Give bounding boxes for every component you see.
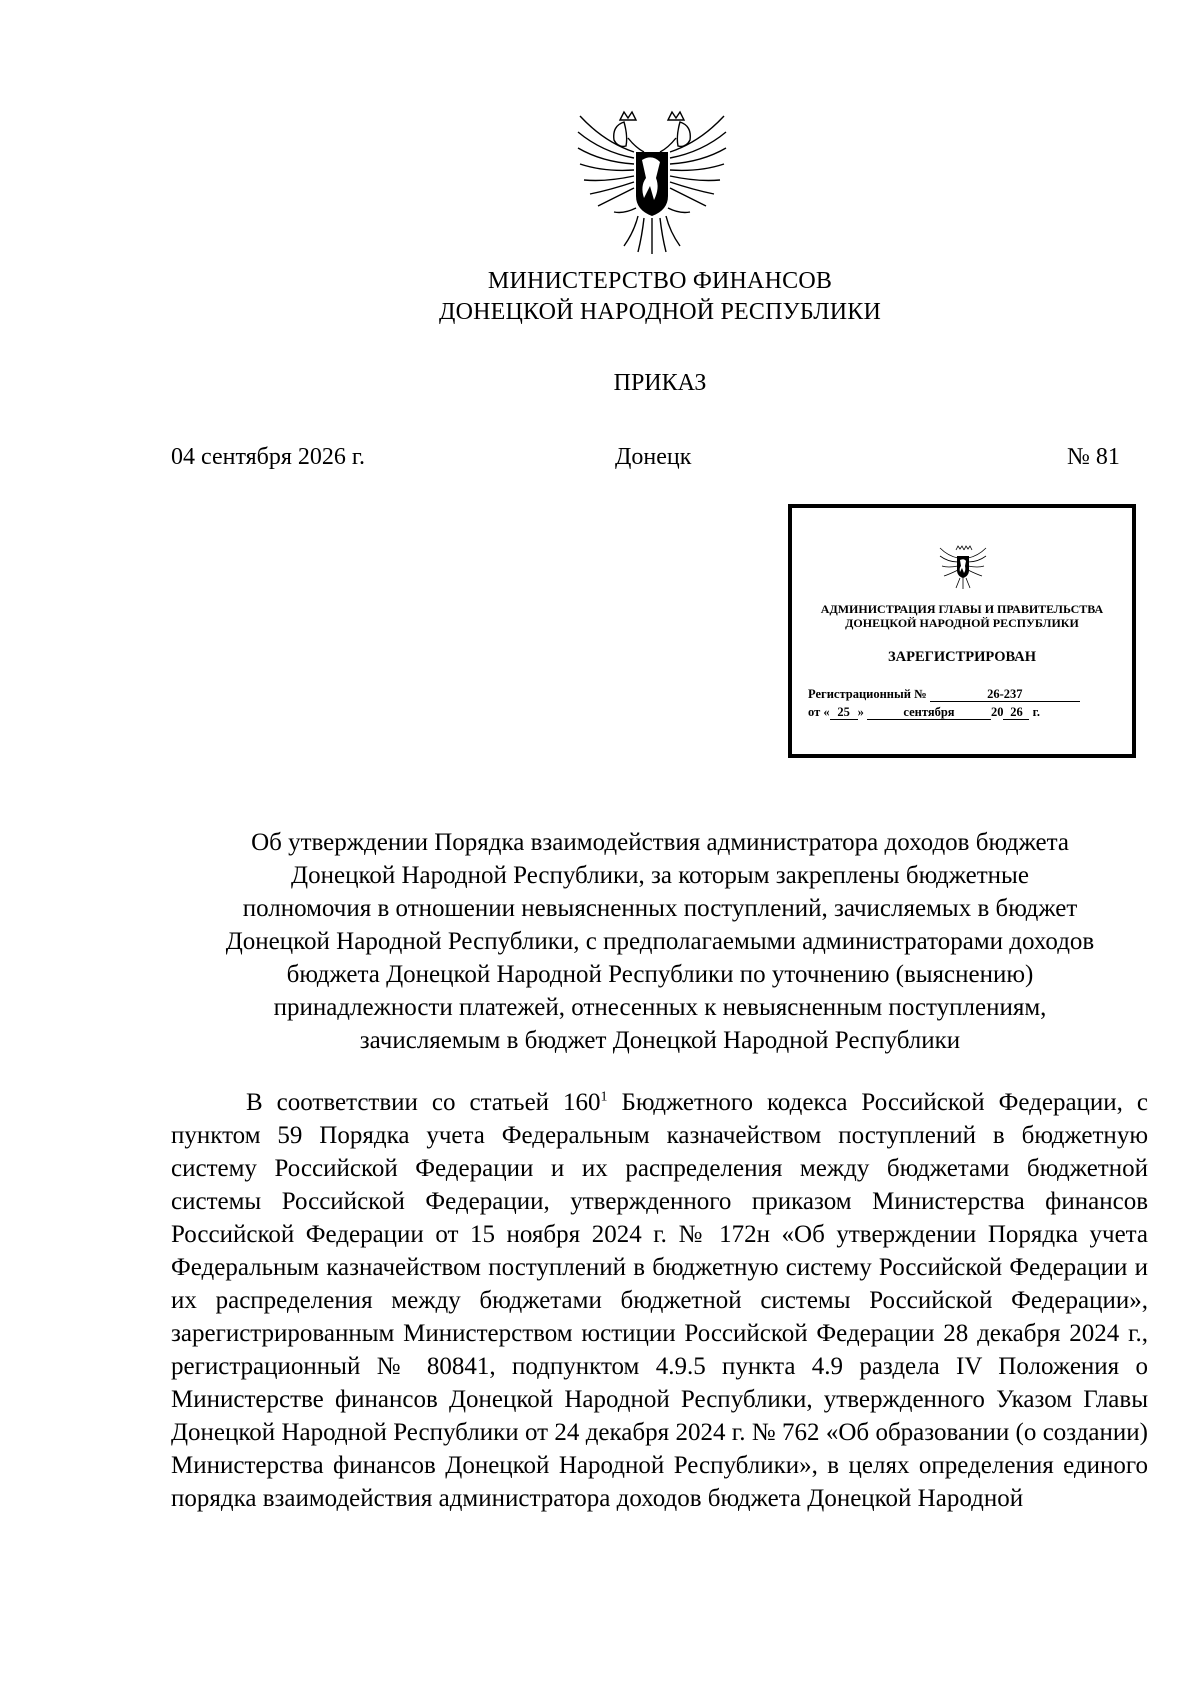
stamp-admin-line-1: АДМИНИСТРАЦИЯ ГЛАВЫ И ПРАВИТЕЛЬСТВА xyxy=(820,602,1104,616)
stamp-month: сентября xyxy=(867,705,991,720)
ministry-line-2: ДОНЕЦКОЙ НАРОДНОЙ РЕСПУБЛИКИ xyxy=(439,299,881,325)
title-line: полномочия в отношении невыясненных поступлений, зачисляемых в бюджет xyxy=(242,895,1078,922)
stamp-year-prefix: 20 xyxy=(990,705,1004,719)
stamp-admin-line-2: ДОНЕЦКОЙ НАРОДНОЙ РЕСПУБЛИКИ xyxy=(845,616,1079,630)
stamp-date-line xyxy=(808,704,1040,720)
stamp-emblem-icon xyxy=(938,544,988,590)
registration-stamp xyxy=(788,504,1136,758)
stamp-reg-label: Регистрационный № xyxy=(808,687,927,701)
stamp-day-close: » xyxy=(857,705,864,719)
title-line: Донецкой Народной Республики, с предполагаемыми администраторами доходов xyxy=(225,928,1095,955)
stamp-year-unit: г. xyxy=(1032,705,1041,719)
ministry-line-1: МИНИСТЕРСТВО ФИНАНСОВ xyxy=(487,268,833,294)
title-line: Донецкой Народной Республики, за которым закреплены бюджетные xyxy=(291,862,1029,889)
order-number: № 81 xyxy=(1067,444,1120,470)
order-date: 04 сентября 2026 г. xyxy=(171,444,366,470)
preamble-rest: Бюджетного кодекса Российской Федерации, с пунктом 59 Порядка учета Федеральным казначейством поступлений в бюджетную систему Российской Федерации и их распределения между бюджетами бюджетной системы Российской Федерации, утвержденного приказом Министерства финансов Российской Федерации от 15 ноября 2024 г. № 172н «Об утверждении Порядка учета Федеральным казначейством поступлений в бюджетную систему Российской Федерации и их распределения между бюджетами бюджетной системы Российской Федерации», зарегистрированным Министерством юстиции Российской Федерации 28 декабря 2024 г., регистрационный № 80841, подпунктом 4.9.5 пункта 4.9 раздела IV Положения о Министерстве финансов Донецкой Народной Республики, утвержденного Указом Главы Донецкой Народной Республики от 24 декабря 2024 г. № 762 «Об образовании (о создании) Министерства финансов Донецкой Народной Республики», в целях определения единого порядка взаимодействия администратора доходов бюджета Донецкой Народной xyxy=(171,1089,1148,1512)
document-title xyxy=(170,826,1150,1057)
stamp-status: ЗАРЕГИСТРИРОВАН xyxy=(888,649,1036,665)
stamp-reg-number: 26-237 xyxy=(930,687,1080,702)
stamp-administration xyxy=(792,602,1132,630)
document-body xyxy=(171,1086,1148,1515)
document-type: ПРИКАЗ xyxy=(613,370,707,396)
stamp-registration-number-line xyxy=(808,686,1080,702)
article-superscript: 1 xyxy=(600,1089,608,1105)
ministry-name xyxy=(0,266,1200,328)
coat-of-arms-emblem xyxy=(572,108,732,258)
title-line: Об утверждении Порядка взаимодействия администратора доходов бюджета xyxy=(251,829,1069,856)
title-line: принадлежности платежей, отнесенных к невыясненным поступлениям, xyxy=(273,994,1047,1021)
title-line: зачисляемым в бюджет Донецкой Народной Республики xyxy=(359,1027,961,1054)
stamp-day: 25 xyxy=(830,705,858,720)
preamble-start: В соответствии со статьей 160 xyxy=(246,1089,601,1116)
order-city: Донецк xyxy=(615,444,692,470)
preamble-paragraph xyxy=(171,1086,1148,1515)
title-line: бюджета Донецкой Народной Республики по уточнению (выяснению) xyxy=(286,961,1034,988)
stamp-from-label: от « xyxy=(808,705,830,719)
stamp-year-suffix: 26 xyxy=(1003,705,1029,720)
